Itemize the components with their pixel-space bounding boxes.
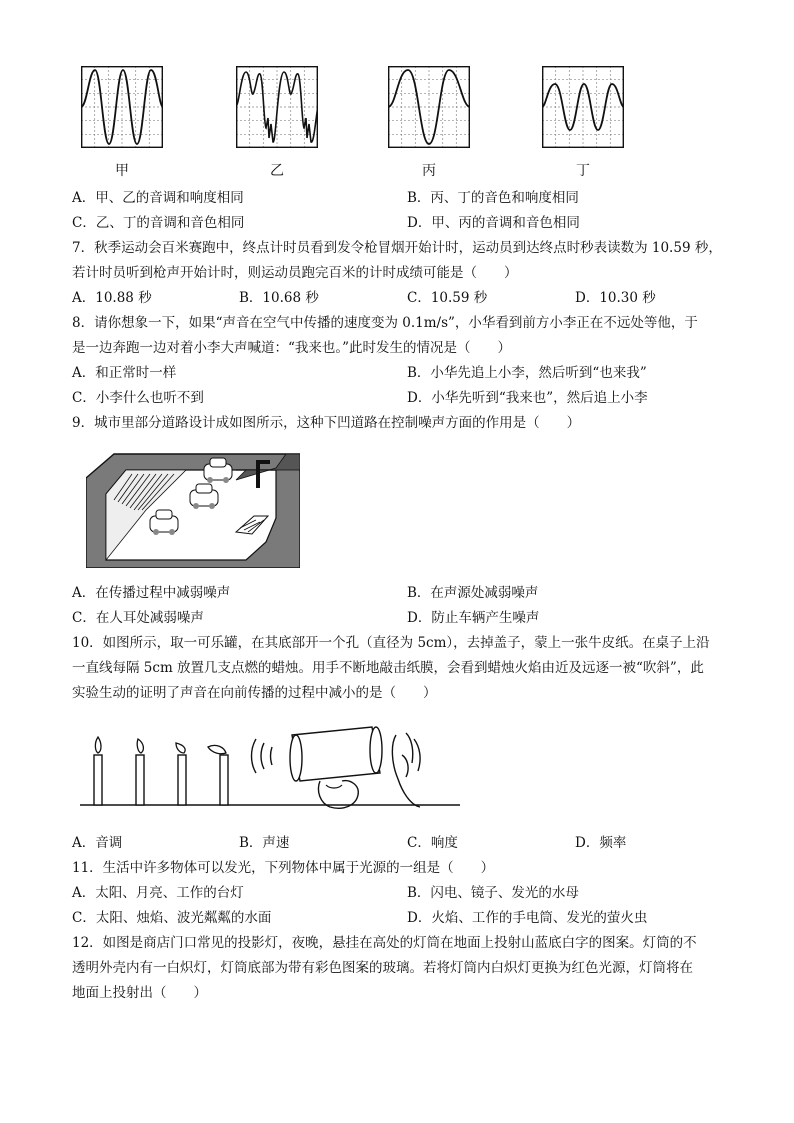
q10-option-c: C．响度: [407, 835, 458, 851]
q12-stem-line2: 透明外壳内有一白炽灯，灯筒底部为带有彩色图案的玻璃。若将灯筒内白炽灯更换为红色光源，灯筒将在: [72, 960, 693, 976]
q10-option-b: B．声速: [239, 835, 290, 851]
q8-stem-line2: 是一边奔跑一边对着小李大声喊道：“我来也。”此时发生的情况是（ ）: [72, 340, 512, 356]
q6-option-b: B．丙、丁的音色和响度相同: [407, 190, 579, 206]
q6-option-a: A．甲、乙的音调和响度相同: [72, 190, 244, 206]
q6-option-c: C．乙、丁的音调和音色相同: [72, 215, 245, 231]
q7-stem-line2: 若计时员听到枪声开始计时，则运动员跑完百米的计时成绩可能是（ ）: [72, 265, 518, 281]
waveform-label-jia: 甲: [115, 163, 129, 179]
q11-stem-line1: 11．生活中许多物体可以发光，下列物体中属于光源的一组是（ ）: [72, 860, 495, 876]
q10-option-a: A．音调: [72, 835, 123, 851]
q9-option-b: B．在声源处减弱噪声: [407, 585, 539, 601]
q7-stem-line1: 7．秋季运动会百米赛跑中，终点计时员看到发令枪冒烟开始计时，运动员到达终点时秒表读数为 10.59 秒，: [72, 240, 722, 256]
q12-stem-line3: 地面上投射出（ ）: [72, 985, 207, 1001]
waveform-label-yi: 乙: [270, 163, 284, 179]
q7-option-d: D．10.30 秒: [575, 290, 656, 306]
candle-can-experiment-figure: [80, 725, 460, 815]
q10-stem-line3: 实验生动的证明了声音在向前传播的过程中减小的是（ ）: [72, 685, 437, 701]
q11-option-c: C．太阳、烛焰、波光粼粼的水面: [72, 910, 272, 926]
q11-option-d: D．火焰、工作的手电筒、发光的萤火虫: [407, 910, 648, 926]
q9-option-c: C．在人耳处减弱噪声: [72, 610, 204, 626]
q8-option-a: A．和正常时一样: [72, 365, 177, 381]
waveform-ding-figure: [542, 66, 624, 148]
q9-stem-line1: 9．城市里部分道路设计成如图所示，这种下凹道路在控制噪声方面的作用是（ ）: [72, 415, 581, 431]
q11-option-a: A．太阳、月亮、工作的台灯: [72, 885, 244, 901]
q12-stem-line1: 12．如图是商店门口常见的投影灯，夜晚，悬挂在高处的灯筒在地面上投射山蓝底白字的图案。灯筒的不: [72, 935, 697, 951]
sunken-road-figure: [86, 450, 300, 568]
q10-stem-line1: 10．如图所示，取一可乐罐，在其底部开一个孔（直径为 5cm），去掉盖子，蒙上一张牛皮纸。在桌子上沿: [72, 635, 710, 651]
waveform-jia-figure: [81, 66, 163, 148]
q7-option-c: C．10.59 秒: [407, 290, 488, 306]
q8-option-b: B．小华先追上小李，然后听到“也来我”: [407, 365, 647, 381]
waveform-label-bing: 丙: [422, 163, 436, 179]
q6-option-d: D．甲、丙的音调和音色相同: [407, 215, 580, 231]
waveform-bing-figure: [388, 66, 470, 148]
q8-stem-line1: 8．请你想象一下，如果“声音在空气中传播的速度变为 0.1m/s”，小华看到前方小李正在不远处等他，于: [72, 315, 698, 331]
q9-option-a: A．在传播过程中减弱噪声: [72, 585, 231, 601]
q7-option-b: B．10.68 秒: [239, 290, 319, 306]
q8-option-d: D．小华先听到“我来也”，然后追上小李: [407, 390, 648, 406]
q7-option-a: A．10.88 秒: [72, 290, 152, 306]
q9-option-d: D．防止车辆产生噪声: [407, 610, 540, 626]
q11-option-b: B．闪电、镜子、发光的水母: [407, 885, 579, 901]
q10-option-d: D．频率: [575, 835, 627, 851]
waveform-yi-figure: [236, 66, 318, 148]
waveform-label-ding: 丁: [576, 163, 590, 179]
q10-stem-line2: 一直线每隔 5cm 放置几支点燃的蜡烛。用手不断地敲击纸膜，会看到蜡烛火焰由近及远逐一被“吹斜”，此: [72, 660, 704, 676]
q8-option-c: C．小李什么也听不到: [72, 390, 204, 406]
